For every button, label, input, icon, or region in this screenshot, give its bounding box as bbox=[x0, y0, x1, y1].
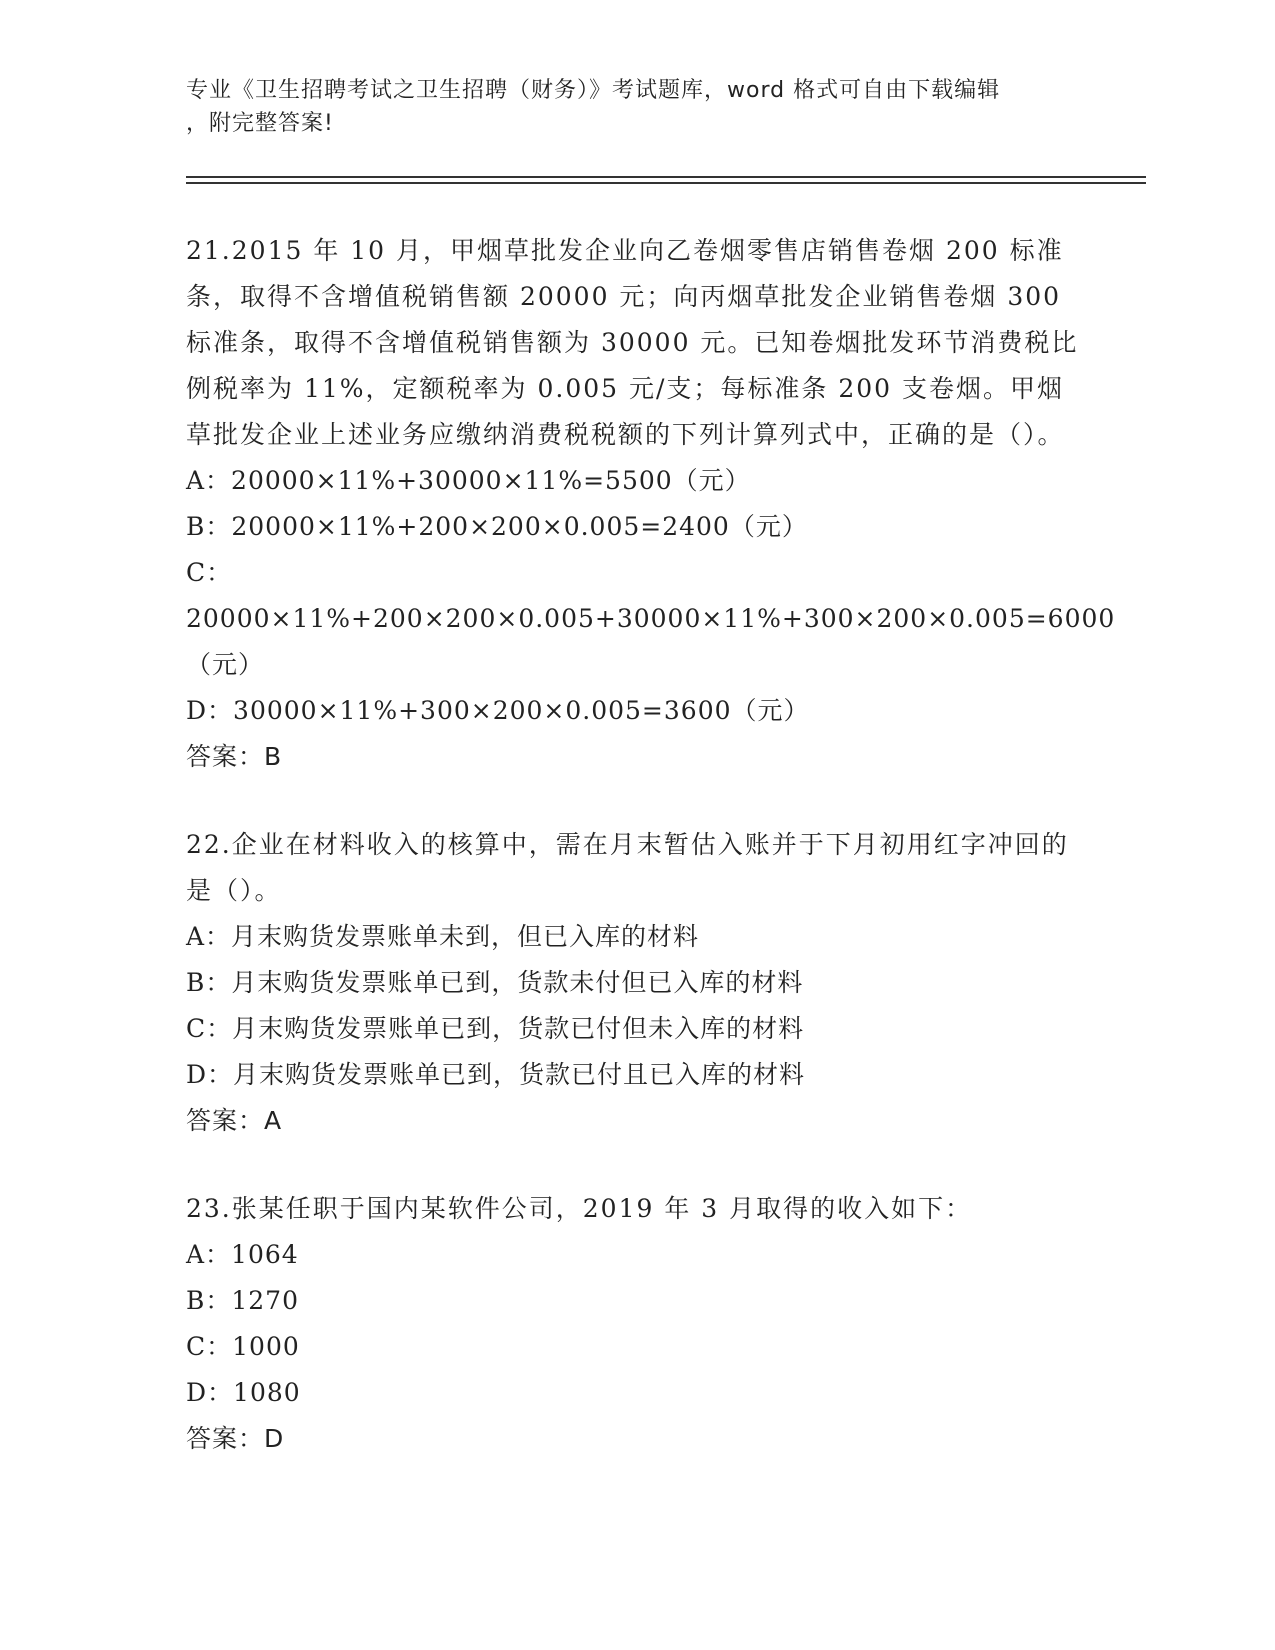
option-d: D：1080 bbox=[186, 1378, 301, 1407]
question-text: 22.企业在材料收入的核算中，需在月末暂估入账并于下月初用红字冲回的是（）。 bbox=[186, 830, 1069, 905]
question-list bbox=[186, 228, 1116, 1504]
answer: 答案：A bbox=[186, 1106, 283, 1135]
option-c: C：月末购货发票账单已到，货款已付但未入库的材料 bbox=[186, 1014, 805, 1043]
option-a: A：月末购货发票账单未到，但已入库的材料 bbox=[186, 922, 700, 951]
answer: 答案：B bbox=[186, 742, 283, 771]
option-b: B：1270 bbox=[186, 1286, 299, 1315]
header-divider-bottom bbox=[186, 182, 1146, 184]
question-22 bbox=[186, 822, 1086, 1144]
question-23 bbox=[186, 1186, 1086, 1462]
option-d: D：30000×11%+300×200×0.005=3600（元） bbox=[186, 696, 810, 725]
header-line-1: 专业《卫生招聘考试之卫生招聘（财务）》考试题库，word 格式可自由下载编辑 bbox=[186, 78, 1001, 103]
option-a: A：1064 bbox=[186, 1240, 299, 1269]
option-b: B：月末购货发票账单已到，货款未付但已入库的材料 bbox=[186, 968, 804, 997]
document-header bbox=[186, 74, 1086, 140]
option-c: C：1000 bbox=[186, 1332, 300, 1361]
question-21 bbox=[186, 228, 1116, 780]
option-d: D：月末购货发票账单已到，货款已付且已入库的材料 bbox=[186, 1060, 806, 1089]
question-text: 23.张某任职于国内某软件公司，2019 年 3 月取得的收入如下： bbox=[186, 1194, 973, 1223]
header-divider-top bbox=[186, 176, 1146, 178]
option-a: A：20000×11%+30000×11%=5500（元） bbox=[186, 466, 751, 495]
option-c: C：20000×11%+200×200×0.005+30000×11%+300×200×0.005=6000（元） bbox=[186, 558, 1116, 679]
question-text: 21.2015 年 10 月，甲烟草批发企业向乙卷烟零售店销售卷烟 200 标准条，取得不含增值税销售额 20000 元；向丙烟草批发企业销售卷烟 300 标准条，取得不含增值税销售额为 30000 元。已知卷烟批发环节消费税比例税率为 11%，定额税率为 0.005 元/支；每标准条 200 支卷烟。甲烟草批发企业上述业务应缴纳消费税税额的下列计算列式中，正确的是（）。 bbox=[186, 236, 1079, 449]
header-line-2: ，附完整答案! bbox=[186, 111, 334, 136]
option-b: B：20000×11%+200×200×0.005=2400（元） bbox=[186, 512, 808, 541]
answer: 答案：D bbox=[186, 1424, 285, 1453]
